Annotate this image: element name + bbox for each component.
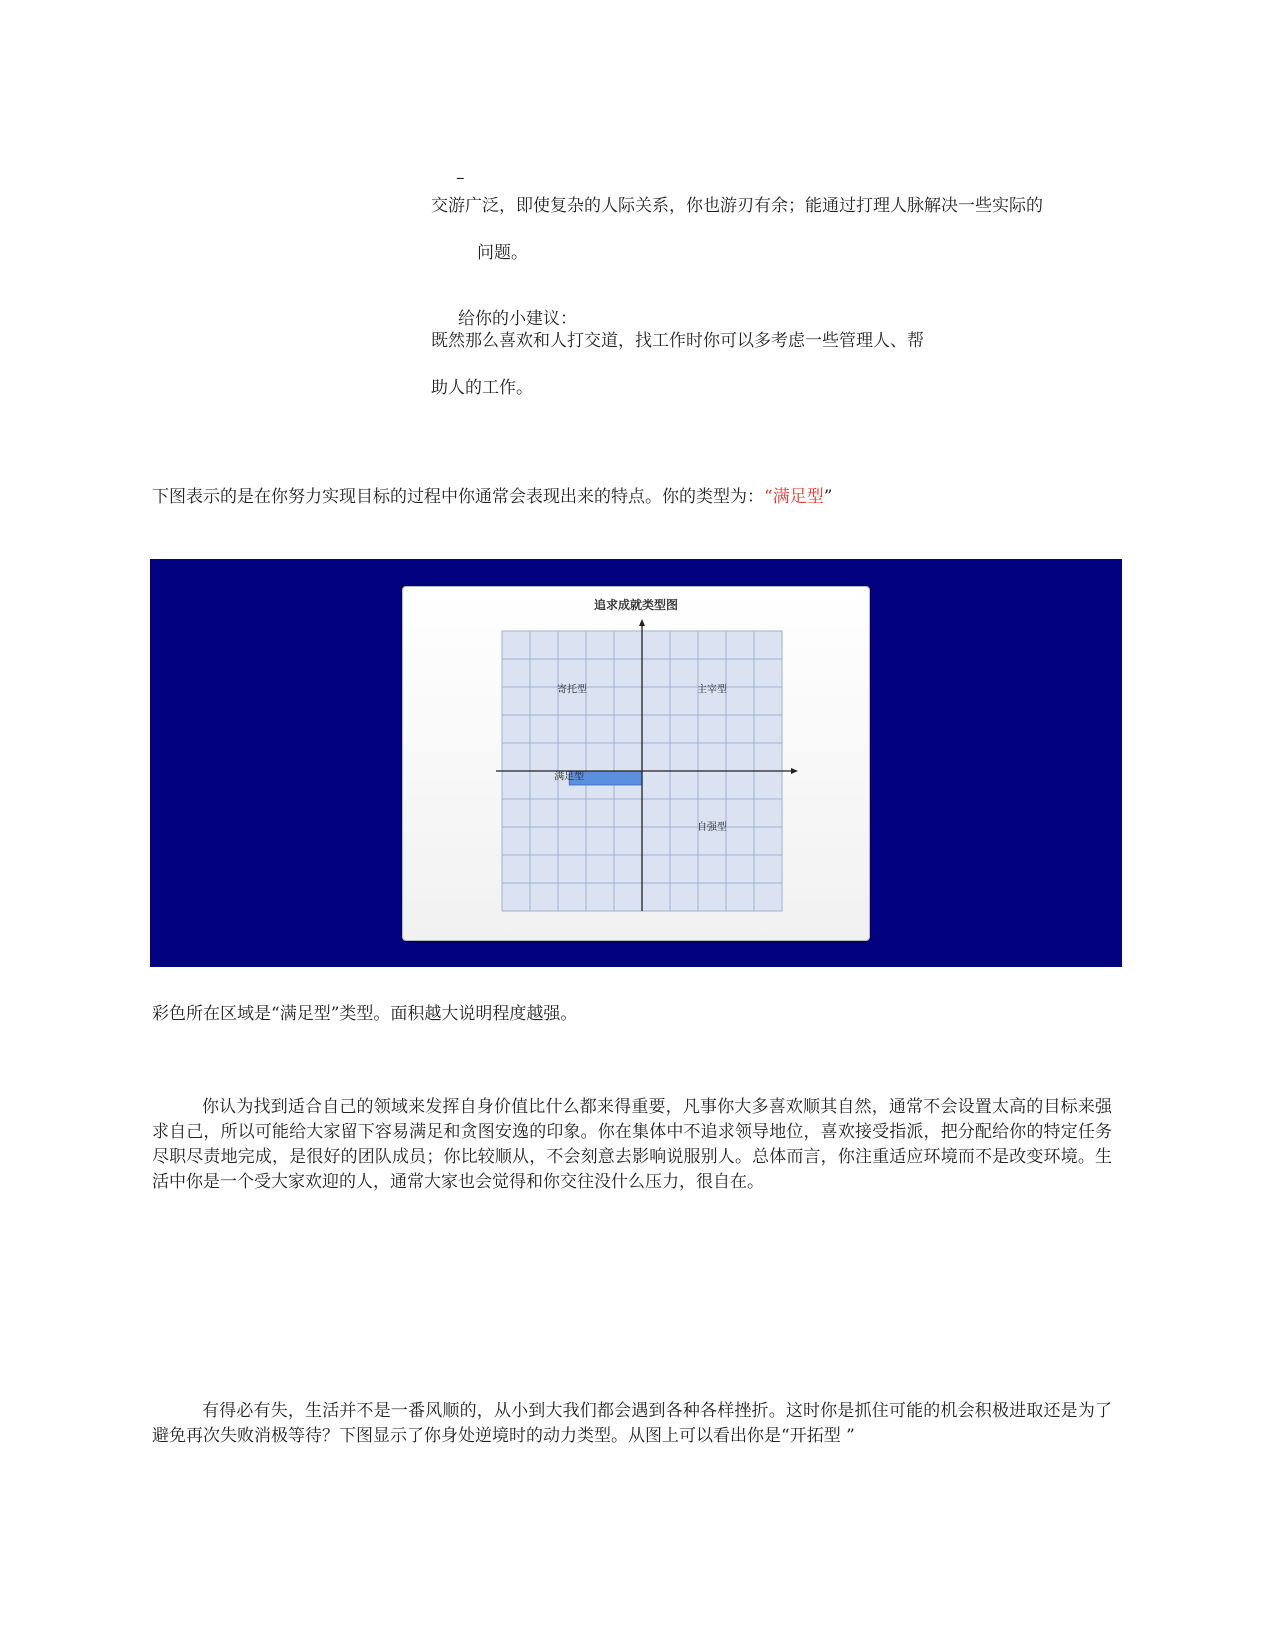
type-description-text: 你认为找到适合自己的领域来发挥自身价值比什么都来得重要，凡事你大多喜欢顺其自然，通常不会设置太高的目标来强求自己，所以可能给大家留下容易满足和贪图安逸的印象。你在集体中不追求领导地位，喜欢接受指派，把分配给你的特定任务尽职尽责地完成，是很好的团队成员；你比较顺从，不会刻意去影响说服别人。总体而言，你注重适应环境而不是改变环境。生活中你是一个受大家欢迎的人，通常大家也会觉得和你交往没什么压力，很自在。 — [152, 1097, 1112, 1192]
quadrant-label: 满足型 — [554, 771, 585, 783]
quadrant-label: 寄托型 — [557, 684, 587, 696]
paragraph-line-2: 问题。 — [477, 243, 528, 263]
chart-card — [402, 586, 870, 941]
advice-line-1: 既然那么喜欢和人打交道，找工作时你可以多考虑一些管理人、帮 — [431, 331, 924, 351]
adversity-intro — [152, 1399, 1112, 1449]
paragraph-line-1: 交游广泛，即使复杂的人际关系，你也游刃有余；能通过打理人脉解决一些实际的 — [431, 196, 1043, 216]
intro-close-quote: ” — [823, 487, 833, 507]
chart-panel — [150, 559, 1122, 967]
type-description — [152, 1095, 1112, 1195]
result-type-highlight: 满足型 — [772, 487, 824, 507]
advice-line-2: 助人的工作。 — [431, 378, 533, 398]
intro-open-quote: “ — [764, 487, 773, 507]
chart-caption: 彩色所在区域是“满足型”类型。面积越大说明程度越强。 — [152, 1004, 578, 1024]
achievement-type-chart — [403, 587, 869, 940]
quadrant-label: 主宰型 — [697, 684, 727, 696]
chart-intro — [152, 482, 832, 507]
chart-intro-text: 下图表示的是在你努力实现目标的过程中你通常会表现出来的特点。你的类型为： — [152, 487, 764, 507]
quadrant-label: 自强型 — [697, 821, 727, 833]
advice-title: 给你的小建议： — [458, 309, 577, 329]
y-axis-arrow-icon — [639, 619, 645, 626]
adversity-intro-text: 有得必有失，生活并不是一番风顺的，从小到大我们都会遇到各种各样挫折。这时你是抓住可能的机会积极进取还是为了避免再次失败消极等待？下图显示了你身处逆境时的动力类型。从图上可以看出你是“开拓型 ” — [152, 1401, 1112, 1446]
dash-mark: – — [456, 168, 465, 188]
x-axis-arrow-icon — [791, 768, 798, 774]
chart-title: 追求成就类型图 — [593, 598, 679, 612]
